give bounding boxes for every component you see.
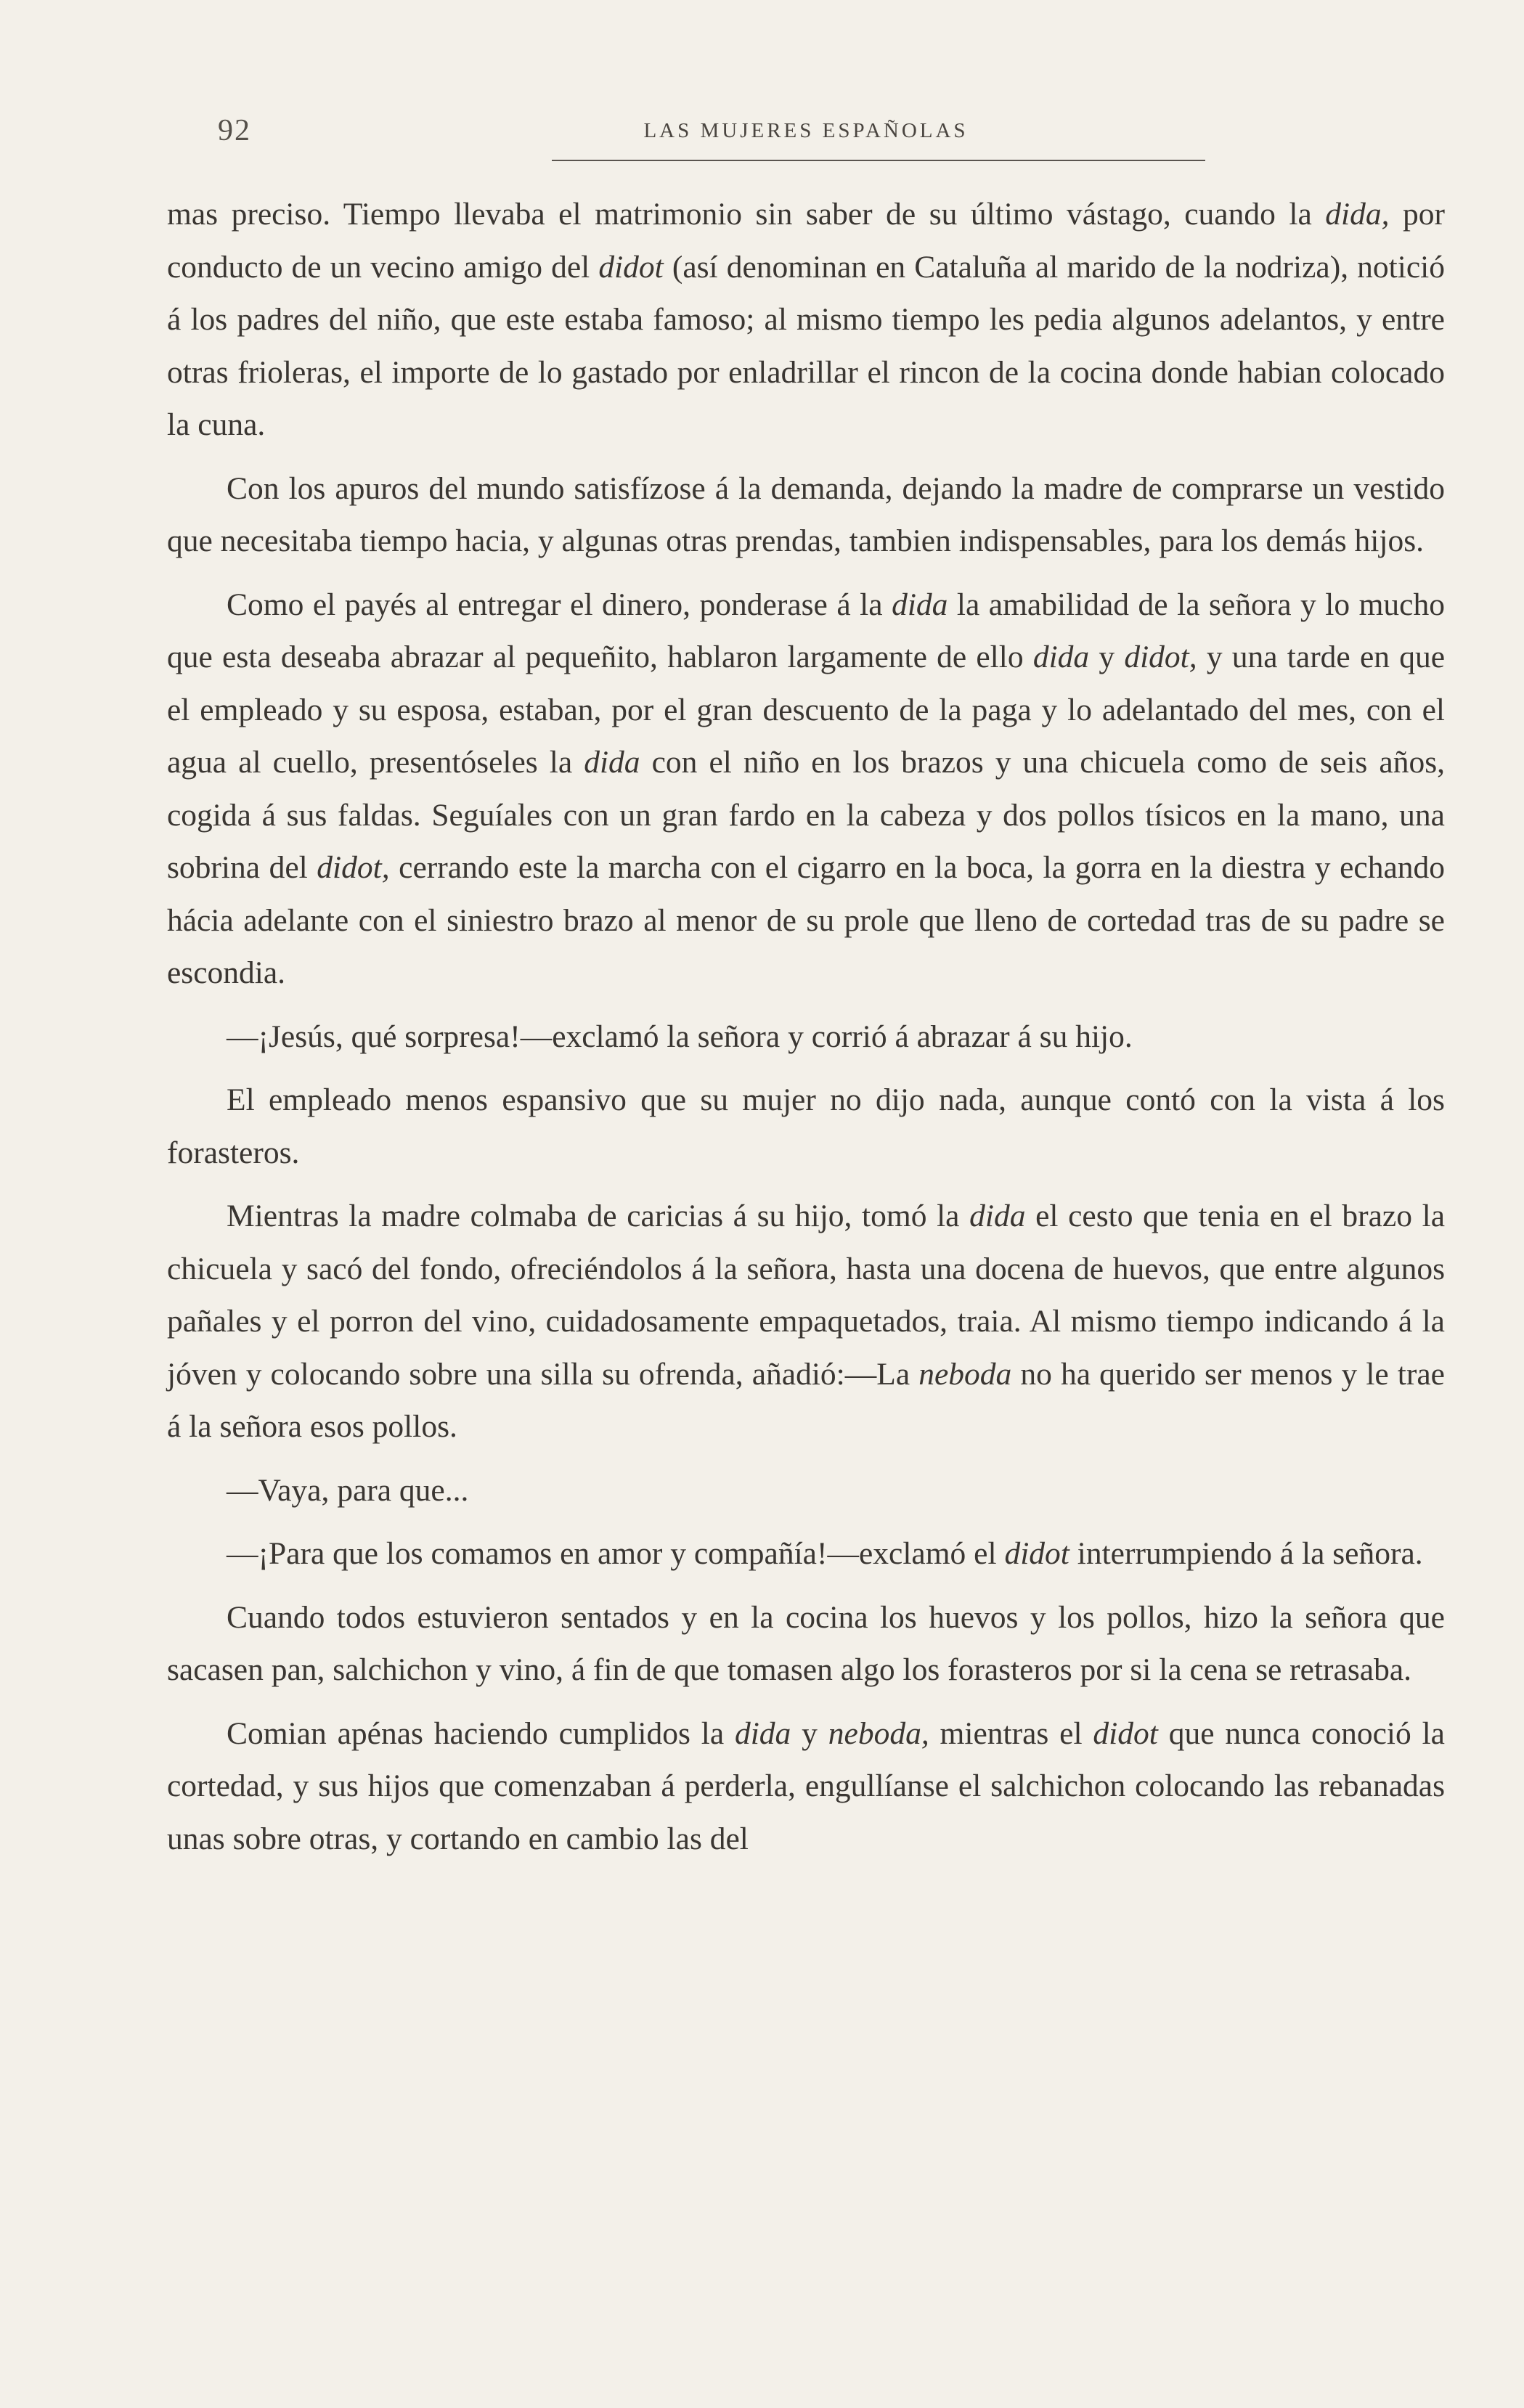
text-run: Comian apénas haciendo cumplidos la <box>227 1715 735 1751</box>
text-run: con el niño en los brazos y una chicuela como de seis años, cogida á sus faldas. Seguíales con un gran fardo en la cabeza y dos pollos tísicos en la mano, una sobrina del <box>167 745 1446 885</box>
paragraph <box>167 1464 1445 1517</box>
header-rule <box>552 160 1205 161</box>
text-run: Con los apuros del mundo satisfízose á la demanda, dejando la madre de comprarse un vestido que necesitaba tiempo hacia, y algunas otras prendas, tambien indispensables, para los demás hijos. <box>167 470 1445 558</box>
page-header <box>167 109 1445 160</box>
italic-term: dida <box>969 1199 1026 1233</box>
text-run: Como el payés al entregar el dinero, ponderase á la <box>227 587 892 622</box>
text-run: cerrando este la marcha con el cigarro en la boca, la gorra en la diestra y echando hácia adelante con el siniestro brazo al menor de su prole que lleno de cortedad tras de su padre se escondia. <box>167 850 1446 990</box>
paragraph <box>167 1527 1445 1580</box>
italic-term: didot, <box>317 850 390 885</box>
paragraph <box>167 579 1445 1000</box>
italic-term: dida <box>1032 640 1090 674</box>
paragraph <box>167 1011 1445 1064</box>
text-run: —Vaya, para que... <box>227 1472 469 1508</box>
body-text <box>167 188 1445 1865</box>
paragraph <box>167 1190 1445 1453</box>
text-run: el cesto que tenia en el brazo la chicuela y sacó del fondo, ofreciéndolos á la señora, hasta una docena de huevos, que entre algunos pañales y el porron del vino, cuidadosamente empaquetados, traia. Al mismo tiempo indicando á la jóven y colocando sobre una silla su ofrenda, añadió:—La <box>167 1199 1446 1392</box>
text-run: y una tarde en que el empleado y su esposa, estaban, por el gran descuento de la paga y lo adelantado del mes, con el agua al cuello, presentóseles la <box>167 640 1446 780</box>
italic-term: dida, <box>1325 197 1390 232</box>
italic-term: neboda, <box>828 1715 929 1751</box>
italic-term: didot <box>1093 1715 1158 1751</box>
italic-term: dida <box>892 587 948 622</box>
text-run: —¡Jesús, qué sorpresa!—exclamó la señora y corrió á abrazar á su hijo. <box>227 1019 1133 1054</box>
paragraph <box>167 188 1445 452</box>
text-run: no ha querido ser menos y le trae á la señora esos pollos. <box>167 1356 1445 1444</box>
page-number: 92 <box>218 114 251 147</box>
italic-term: didot, <box>1124 640 1197 674</box>
text-run: y <box>1089 640 1125 674</box>
italic-term: dida <box>584 745 640 780</box>
text-run: El empleado menos espansivo que su mujer no dijo nada, aunque contó con la vista á los forasteros. <box>167 1082 1445 1170</box>
italic-term: didot <box>1004 1536 1069 1571</box>
text-run: —¡Para que los comamos en amor y compañía!—exclamó el <box>227 1536 1005 1571</box>
paragraph <box>167 462 1445 568</box>
italic-term: neboda <box>918 1356 1012 1392</box>
text-run: por conducto de un vecino amigo del <box>167 197 1445 285</box>
text-run: mas preciso. Tiempo llevaba el matrimonio sin saber de su último vástago, cuando la <box>167 197 1326 232</box>
running-head: LAS MUJERES ESPAÑOLAS <box>643 119 969 142</box>
italic-term: didot <box>598 249 664 285</box>
italic-term: dida <box>734 1715 791 1751</box>
text-run: y <box>791 1715 828 1751</box>
paragraph <box>167 1707 1445 1866</box>
text-run: interrumpiendo á la señora. <box>1069 1536 1423 1571</box>
text-run: Cuando todos estuvieron sentados y en la cocina los huevos y los pollos, hizo la señora que sacasen pan, salchichon y vino, á fin de que tomasen algo los forasteros por si la cena se retrasaba. <box>167 1599 1445 1687</box>
text-run: que nunca conoció la cortedad, y sus hijos que comenzaban á perderla, engullíanse el salchichon colocando las rebanadas unas sobre otras, y cortando en cambio las del <box>167 1715 1445 1856</box>
text-run: (así denominan en Cataluña al marido de la nodriza), notició á los padres del niño, que este estaba famoso; al mismo tiempo les pedia algunos adelantos, y entre otras frioleras, el importe de lo gastado por enladrillar el rincon de la cocina donde habian colocado la cuna. <box>167 249 1445 442</box>
text-run: Mientras la madre colmaba de caricias á su hijo, tomó la <box>227 1199 970 1233</box>
text-run: mientras el <box>929 1715 1093 1751</box>
paragraph <box>167 1591 1445 1697</box>
paragraph <box>167 1074 1445 1179</box>
text-run: la amabilidad de la señora y lo mucho que esta deseaba abrazar al pequeñito, hablaron largamente de ello <box>167 587 1445 674</box>
